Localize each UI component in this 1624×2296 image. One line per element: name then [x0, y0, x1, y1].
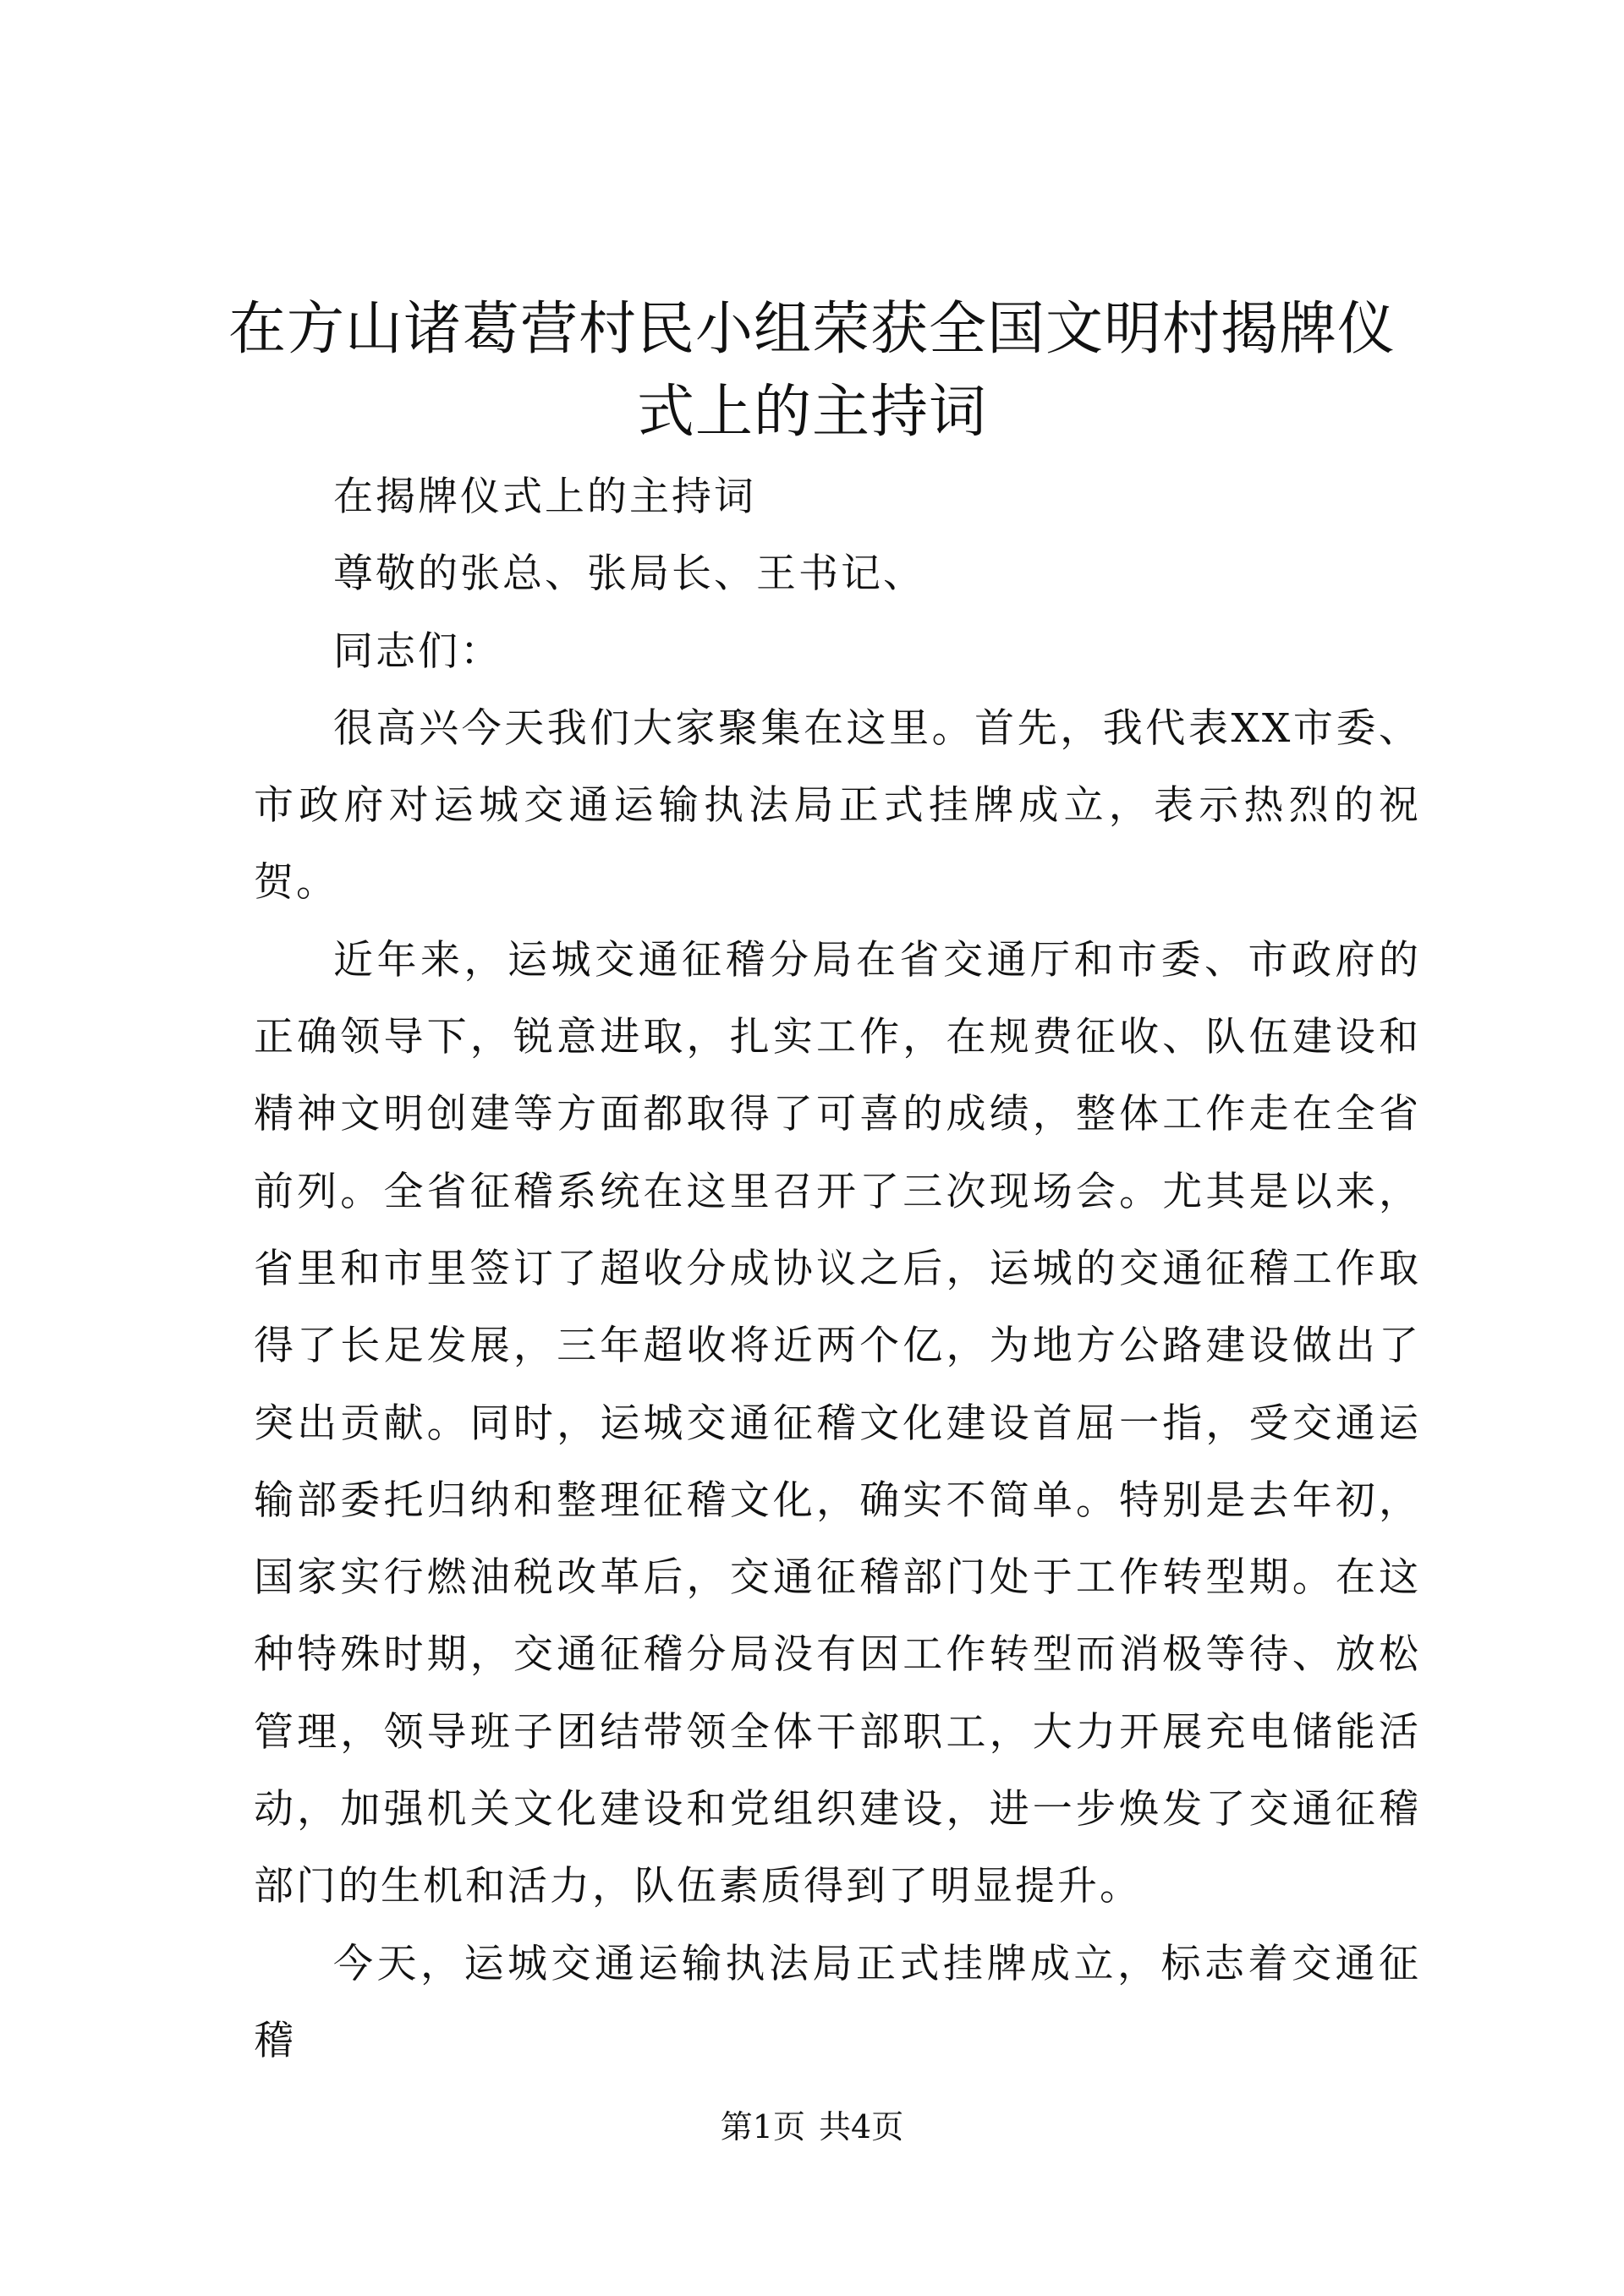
- paragraph-achievements: 近年来，运城交通征稽分局在省交通厅和市委、市政府的正确领导下，锐意进取，扎实工作，在规费征收、队伍建设和精神文明创建等方面都取得了可喜的成绩，整体工作走在全省前列。全省征稽系统在这里召开了三次现场会。尤其是以来，省里和市里签订了超收分成协议之后，运城的交通征稽工作取得了长足发展，三年超收将近两个亿，为地方公路建设做出了突出贡献。同时，运城交通征稽文化建设首屈一指，受交通运输部委托归纳和整理征稽文化，确实不简单。特别是去年初，国家实行燃油税改革后，交通征稽部门处于工作转型期。在这种特殊时期，交通征稽分局没有因工作转型而消极等待、放松管理，领导班子团结带领全体干部职工，大力开展充电储能活动，加强机关文化建设和党组织建设，进一步焕发了交通征稽部门的生机和活力，队伍素质得到了明显提升。: [254, 936, 1421, 1910]
- page-footer: [0, 2106, 1624, 2148]
- paragraph-today: 今天，运城交通运输执法局正式挂牌成立，标志着交通征稽: [254, 1940, 1421, 2064]
- document-title-line-2: 式上的主持词: [636, 379, 987, 446]
- paragraph-opening: 很高兴今天我们大家聚集在这里。首先，我代表XX市委、市政府对运城交通运输执法局正式挂牌成立，表示热烈的祝贺。: [254, 704, 1421, 907]
- paragraph-greeting: 同志们：: [333, 627, 502, 675]
- document-title-line-1: 在方山诸葛营村民小组荣获全国文明村揭牌仪: [228, 296, 1396, 363]
- page-total: 共4页: [819, 2108, 904, 2145]
- document-body: [254, 458, 1421, 2080]
- paragraph-subtitle: 在揭牌仪式上的主持词: [333, 474, 756, 520]
- paragraph-salutation: 尊敬的张总、张局长、王书记、: [333, 551, 925, 598]
- page-number: 第1页: [720, 2108, 805, 2145]
